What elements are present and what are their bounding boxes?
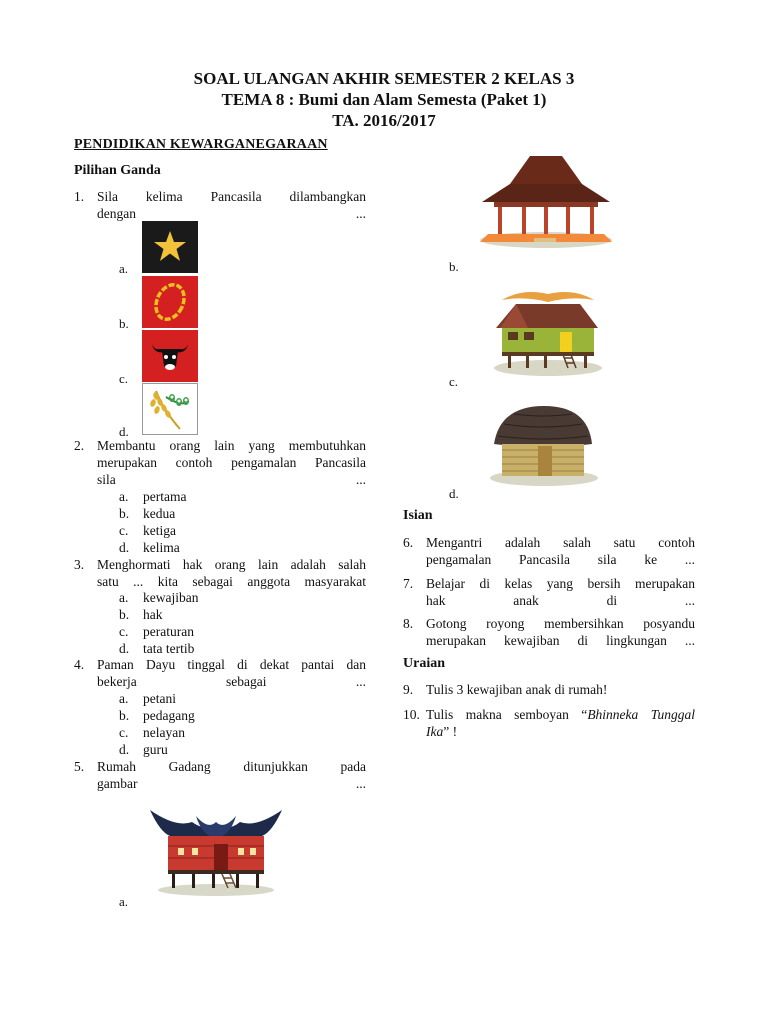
question-number: 10. xyxy=(403,707,420,722)
option-label: b. xyxy=(119,316,129,331)
option-label: c. xyxy=(119,624,129,639)
option-text: kewajiban xyxy=(143,590,199,605)
question-text xyxy=(426,723,695,740)
question-text: Paman Dayu tinggal di dekat pantai dan xyxy=(97,657,366,672)
option-label: c. xyxy=(119,371,129,386)
option-label: d. xyxy=(119,540,130,555)
question-number: 5. xyxy=(74,759,85,774)
stilt-house-icon xyxy=(488,286,606,378)
chain-icon xyxy=(142,276,198,328)
question-text-post: ” ! xyxy=(443,724,458,739)
motto-text: Ika xyxy=(426,724,444,739)
question-number: 3. xyxy=(74,557,85,572)
question-number: 1. xyxy=(74,189,85,204)
title-line-2: TEMA 8 : Bumi dan Alam Semesta (Paket 1) xyxy=(221,90,547,109)
option-label: c. xyxy=(119,523,129,538)
question-text xyxy=(426,706,695,723)
question-text: hak anak di ... xyxy=(426,593,695,608)
question-text: Menghormati hak orang lain adalah salah xyxy=(97,557,366,572)
option-label: b. xyxy=(119,607,130,622)
question-text: bekerja sebagai ... xyxy=(97,674,366,689)
question-text: sila ... xyxy=(97,472,366,487)
motto-text: Bhinneka Tunggal xyxy=(587,707,695,722)
question-text: pengamalan Pancasila sila ke ... xyxy=(426,552,695,567)
option-label: b. xyxy=(119,708,130,723)
option-label: d. xyxy=(119,424,129,439)
option-label: b. xyxy=(119,506,130,521)
rumah-gadang-house-icon xyxy=(146,806,286,898)
title-line-1: SOAL ULANGAN AKHIR SEMESTER 2 KELAS 3 xyxy=(193,69,575,88)
bull-head-icon xyxy=(142,330,198,382)
option-label: a. xyxy=(119,691,129,706)
thatched-hut-icon xyxy=(484,402,602,488)
question-number: 6. xyxy=(403,535,414,550)
option-text: pedagang xyxy=(143,708,195,723)
star-icon xyxy=(142,221,198,273)
option-label: a. xyxy=(119,261,129,276)
option-text: pertama xyxy=(143,489,187,504)
option-text: tata tertib xyxy=(143,641,195,656)
option-label: c. xyxy=(119,725,129,740)
option-label: c. xyxy=(449,374,459,389)
question-text: dengan ... xyxy=(97,206,366,221)
question-text: Rumah Gadang ditunjukkan pada xyxy=(97,759,366,774)
option-label: d. xyxy=(449,486,459,501)
option-label: d. xyxy=(119,641,130,656)
question-text: Gotong royong membersihkan posyandu xyxy=(426,616,695,631)
option-text: guru xyxy=(143,742,168,757)
question-number: 8. xyxy=(403,616,414,631)
section-title: PENDIDIKAN KEWARGANEGARAAN xyxy=(74,137,328,152)
option-text: peraturan xyxy=(143,624,194,639)
isian-heading: Isian xyxy=(403,508,433,523)
uraian-heading: Uraian xyxy=(403,656,445,671)
question-number: 4. xyxy=(74,657,85,672)
question-text: Sila kelima Pancasila dilambangkan xyxy=(97,189,366,204)
option-text: nelayan xyxy=(143,725,185,740)
option-text: ketiga xyxy=(143,523,176,538)
option-label: a. xyxy=(119,894,129,909)
question-number: 7. xyxy=(403,576,414,591)
question-text: Belajar di kelas yang bersih merupakan xyxy=(426,576,695,591)
pilihan-ganda-heading: Pilihan Ganda xyxy=(74,163,161,178)
option-label: a. xyxy=(119,590,129,605)
question-text: Membantu orang lain yang membutuhkan xyxy=(97,438,366,453)
option-text: petani xyxy=(143,691,176,706)
question-number: 2. xyxy=(74,438,85,453)
question-text: Tulis 3 kewajiban anak di rumah! xyxy=(426,682,608,697)
joglo-house-icon xyxy=(474,150,618,252)
question-text: satu ... kita sebagai anggota masyarakat xyxy=(97,574,366,589)
question-text-pre: Tulis makna semboyan “ xyxy=(426,707,588,722)
option-label: b. xyxy=(449,259,459,274)
option-text: hak xyxy=(143,607,163,622)
option-text: kelima xyxy=(143,540,180,555)
question-text: Mengantri adalah salah satu contoh xyxy=(426,535,695,550)
question-text: merupakan kewajiban di lingkungan ... xyxy=(426,633,695,648)
title-line-3: TA. 2016/2017 xyxy=(332,111,436,130)
question-number: 9. xyxy=(403,682,414,697)
rice-cotton-icon xyxy=(142,383,198,435)
option-label: d. xyxy=(119,742,130,757)
question-text: merupakan contoh pengamalan Pancasila xyxy=(97,455,366,470)
question-text: gambar ... xyxy=(97,776,366,791)
option-label: a. xyxy=(119,489,129,504)
option-text: kedua xyxy=(143,506,176,521)
